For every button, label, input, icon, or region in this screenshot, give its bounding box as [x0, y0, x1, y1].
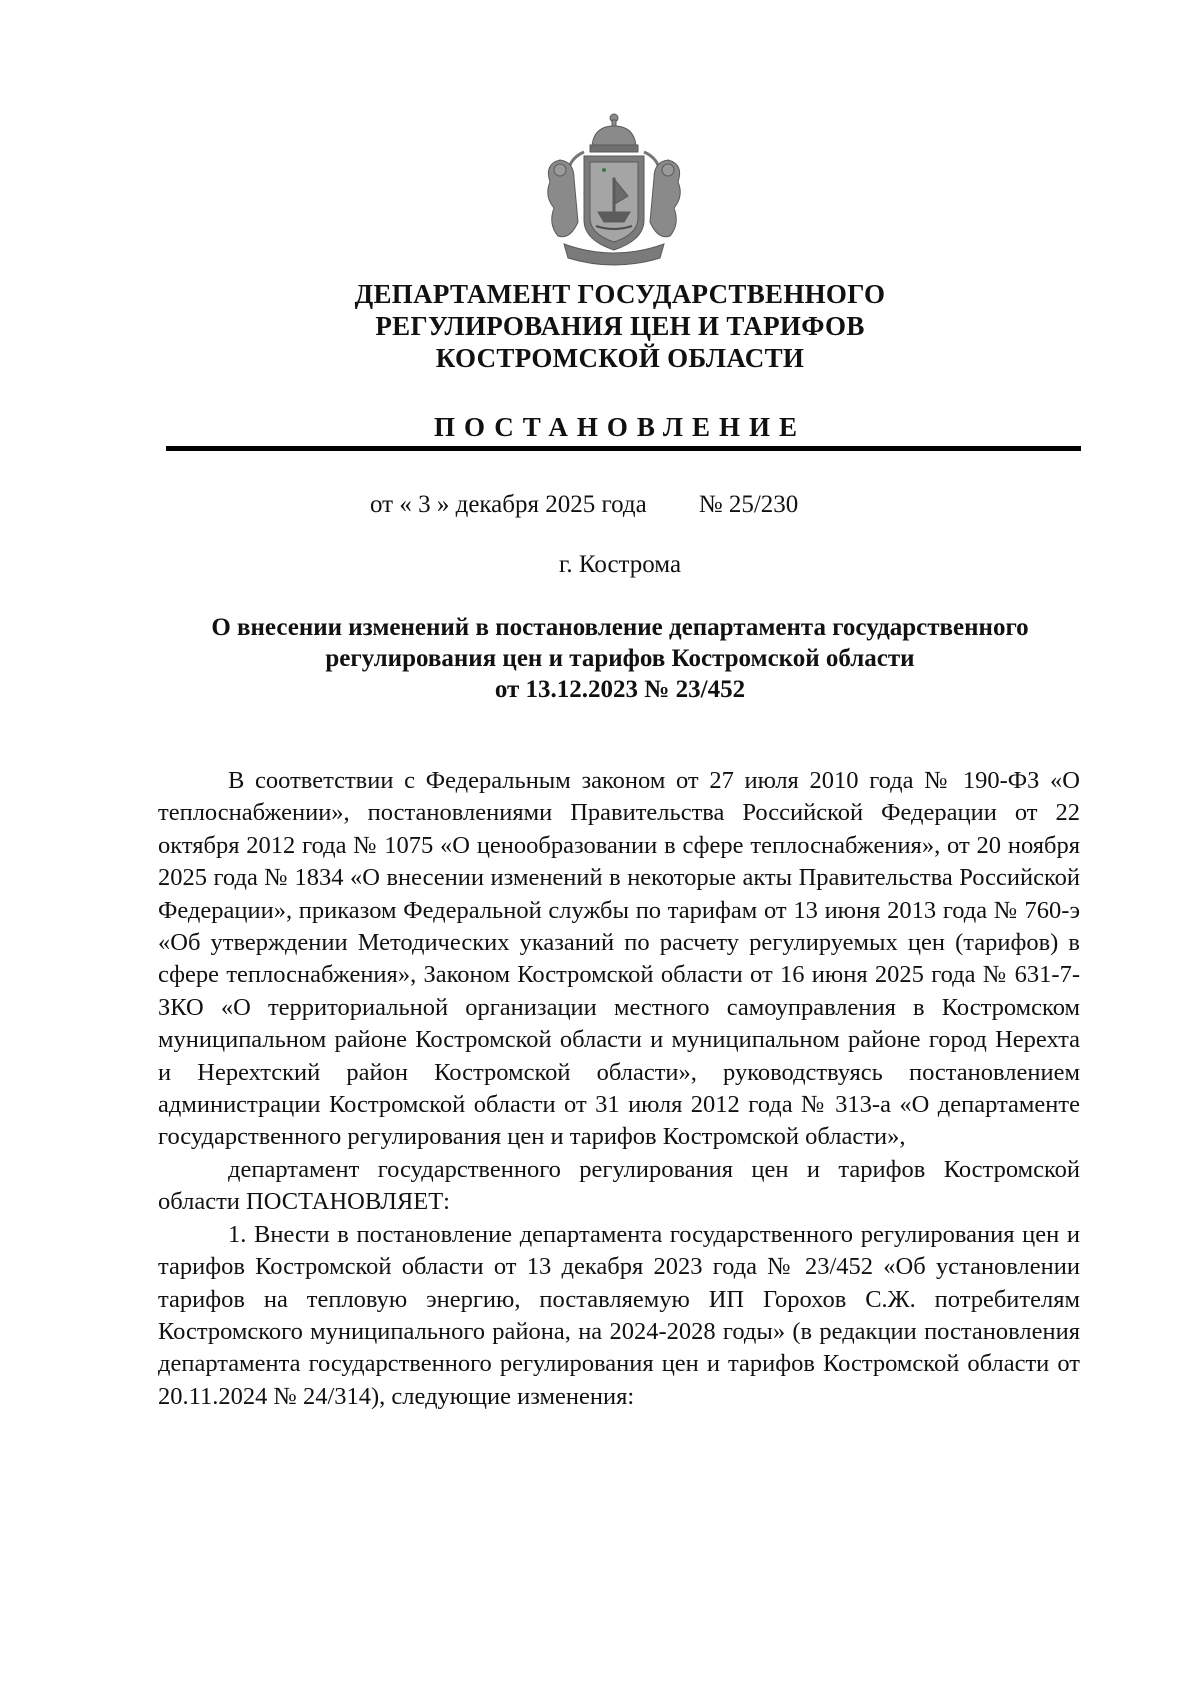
department-name-line: КОСТРОМСКОЙ ОБЛАСТИ	[435, 343, 805, 373]
document-number: № 25/230	[698, 491, 799, 518]
coat-of-arms-icon	[540, 112, 688, 274]
document-title-line: от 13.12.2023 № 23/452	[494, 676, 746, 703]
document-title	[150, 612, 1090, 705]
document-body	[158, 765, 1080, 1413]
department-name	[150, 278, 1090, 374]
document-type: ПОСТАНОВЛЕНИЕ	[433, 412, 807, 442]
body-paragraph: 1. Внести в постановление департамента государственного регулирования цен и тарифов Костромской области от 13 декабря 2023 года № 23/452 «Об установлении тарифов на тепловую энергию, поставляемую ИП Горохов С.Ж. потребителям Костромского муниципального района, на 2024-2028 годы» (в редакции постановления департамента государственного регулирования цен и тарифов Костромской области от 20.11.2024 № 24/314), следующие изменения:	[158, 1220, 1080, 1410]
department-name-line: РЕГУЛИРОВАНИЯ ЦЕН И ТАРИФОВ	[375, 311, 865, 341]
document-title-line: О внесении изменений в постановление департамента государственного	[211, 614, 1029, 641]
document-date: от « 3 » декабря 2025 года	[370, 491, 647, 518]
date-line	[370, 490, 798, 520]
body-paragraph: департамент государственного регулирования цен и тарифов Костромской области ПОСТАНОВЛЯЕТ:	[158, 1155, 1080, 1216]
document-city: г. Кострома	[558, 551, 682, 578]
body-paragraph: В соответствии с Федеральным законом от 27 июля 2010 года № 190-ФЗ «О теплоснабжении», постановлениями Правительства Российской Федерации от 22 октября 2012 года № 1075 «О ценообразовании в сфере теплоснабжения», от 20 ноября 2025 года № 1834 «О внесении изменений в некоторые акты Правительства Российской Федерации», приказом Федеральной службы по тарифам от 13 июня 2013 года № 760-э «Об утверждении Методических указаний по расчету регулируемых цен (тарифов) в сфере теплоснабжения», Законом Костромской области от 16 июня 2025 года № 631-7-ЗКО «О территориальной организации местного самоуправления в Костромском муниципальном районе Костромской области и муниципальном районе город Нерехта и Нерехтский район Костромской области», руководствуясь постановлением администрации Костромской области от 31 июля 2012 года № 313-а «О департаменте государственного регулирования цен и тарифов Костромской области»,	[158, 767, 1080, 1151]
department-name-line: ДЕПАРТАМЕНТ ГОСУДАРСТВЕННОГО	[354, 279, 886, 309]
header-divider	[166, 446, 1081, 451]
document-title-line: регулирования цен и тарифов Костромской области	[325, 645, 915, 672]
